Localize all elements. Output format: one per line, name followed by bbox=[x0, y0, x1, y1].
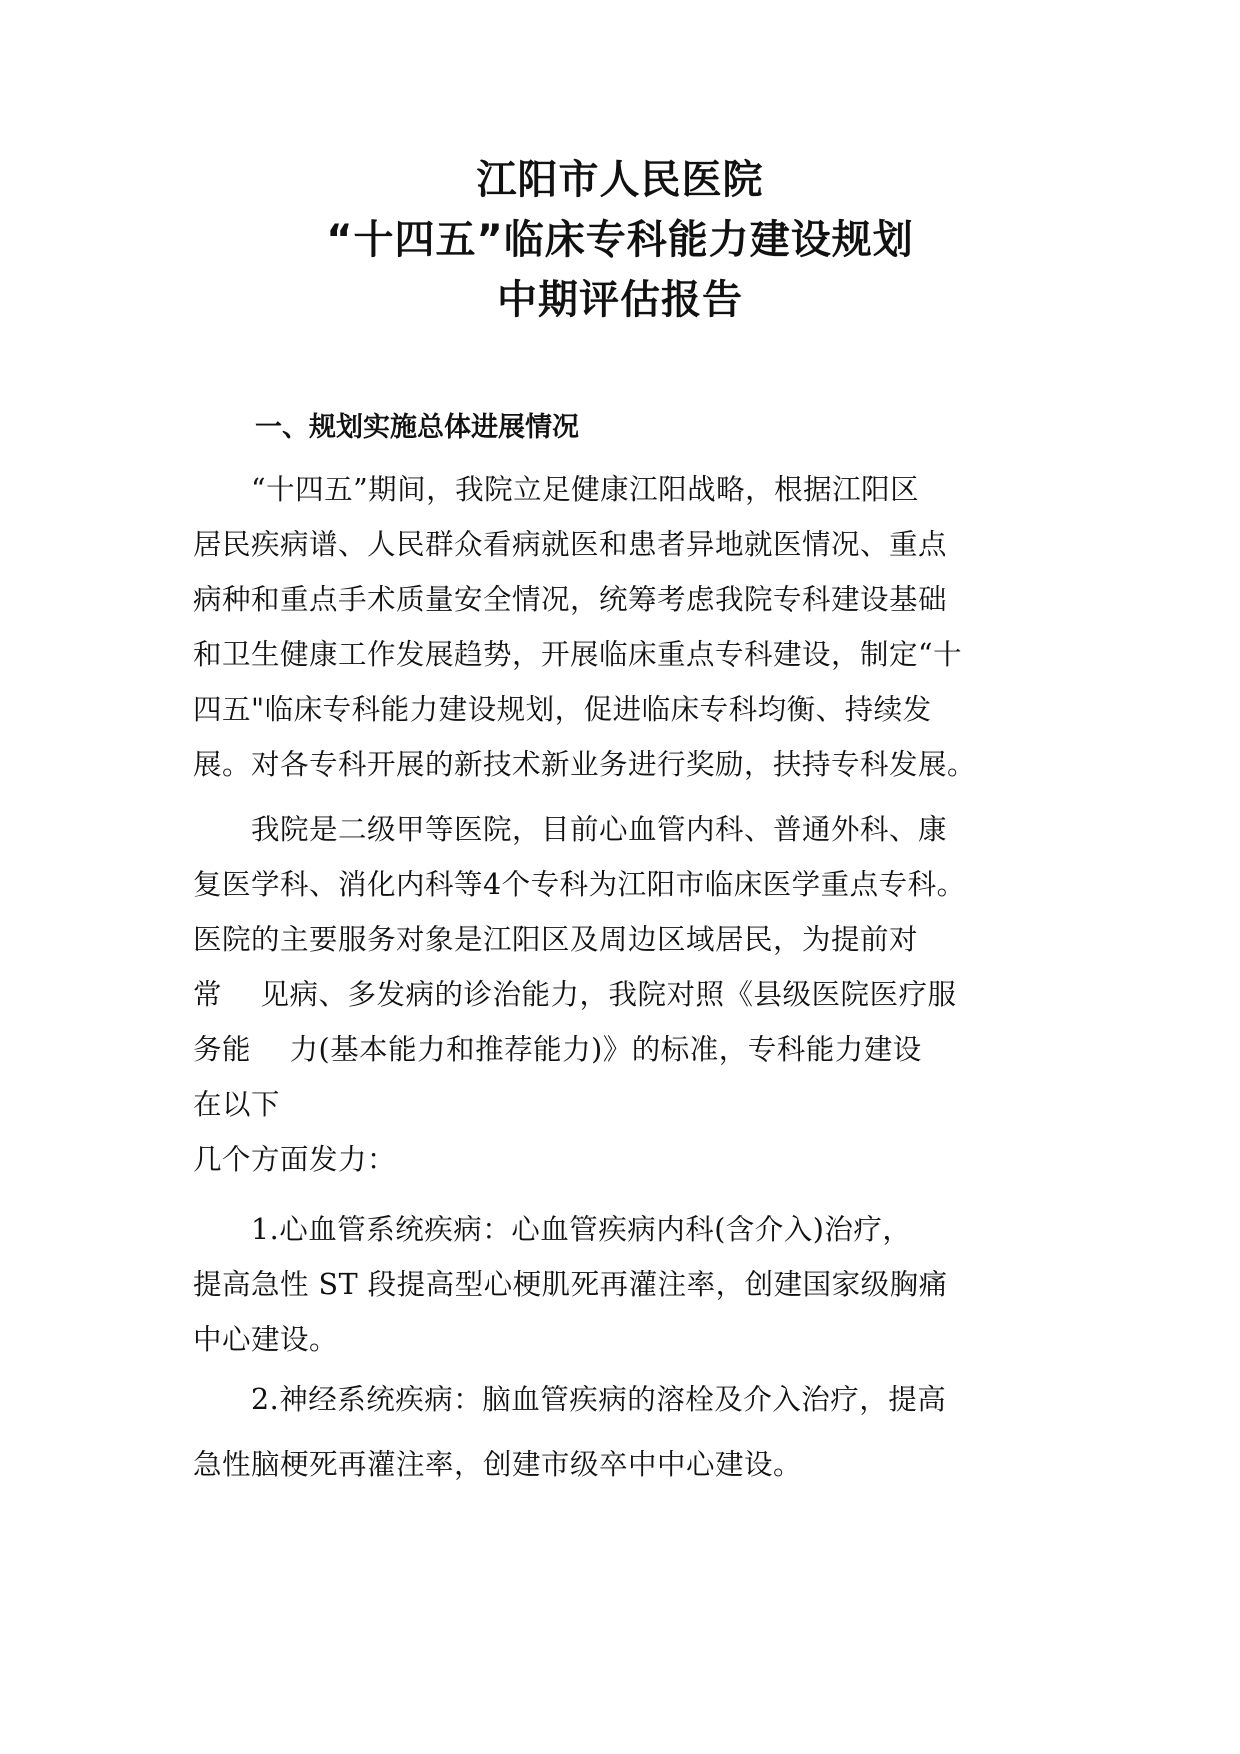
body-line: 急性脑梗死再灌注率，创建市级卒中中心建设。 bbox=[193, 1448, 803, 1481]
title-hospital-name: 江阳市人民医院 bbox=[476, 157, 764, 203]
body-line: 病种和重点手术质量安全情况，统筹考虑我院专科建设基础 bbox=[193, 583, 948, 616]
body-line: 务能 力(基本能力和推荐能力)》的标准，专科能力建设 bbox=[193, 1033, 922, 1066]
section-heading: 一、规划实施总体进展情况 bbox=[255, 412, 579, 443]
body-line: 居民疾病谱、人民群众看病就医和患者异地就医情况、重点 bbox=[193, 528, 948, 561]
body-line: 展。对各专科开展的新技术新业务进行奖励，扶持专科发展。 bbox=[193, 748, 977, 781]
body-line: 在以下 bbox=[193, 1088, 281, 1121]
title-report-type: 中期评估报告 bbox=[497, 277, 743, 323]
body-line: 几个方面发力： bbox=[193, 1143, 397, 1176]
body-line: 1.心血管系统疾病：心血管疾病内科(含介入)治疗， bbox=[193, 1213, 912, 1246]
body-line: 提高急性 ST 段提高型心梗肌死再灌注率，创建国家级胸痛 bbox=[193, 1268, 948, 1301]
body-line: 四五"临床专科能力建设规划，促进临床专科均衡、持续发 bbox=[193, 693, 932, 726]
body-line: 复医学科、消化内科等4个专科为江阳市临床医学重点专科。 bbox=[193, 868, 966, 901]
body-line: 和卫生健康工作发展趋势，开展临床重点专科建设，制定“十 bbox=[193, 638, 963, 671]
body-line: “十四五”期间，我院立足健康江阳战略，根据江阳区 bbox=[193, 473, 920, 506]
body-line: 2.神经系统疾病：脑血管疾病的溶栓及介入治疗，提高 bbox=[193, 1383, 947, 1416]
body-line: 我院是二级甲等医院，目前心血管内科、普通外科、康 bbox=[193, 813, 948, 846]
body-line: 常 见病、多发病的诊治能力，我院对照《县级医院医疗服 bbox=[193, 978, 957, 1011]
body-line: 医院的主要服务对象是江阳区及周边区域居民，为提前对 bbox=[193, 923, 919, 956]
title-plan-name: “十四五”临床专科能力建设规划 bbox=[326, 217, 914, 263]
body-line: 中心建设。 bbox=[193, 1323, 339, 1356]
